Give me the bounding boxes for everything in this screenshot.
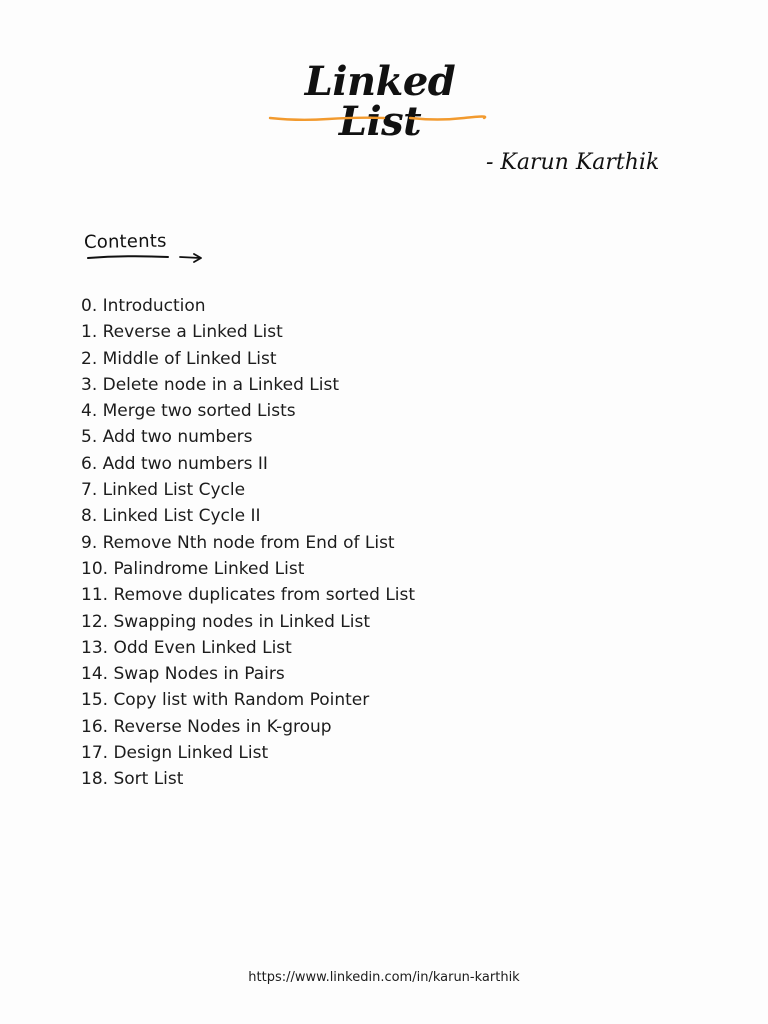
toc-item: 12. Swapping nodes in Linked List — [81, 611, 370, 632]
toc-item: 11. Remove duplicates from sorted List — [81, 585, 416, 606]
toc-item: 3. Delete node in a Linked List — [81, 374, 340, 395]
table-of-contents — [81, 293, 415, 793]
arrow-right-icon — [86, 250, 206, 264]
toc-item: 17. Design Linked List — [81, 743, 269, 764]
toc-item: 4. Merge two sorted Lists — [81, 401, 296, 422]
toc-item: 14. Swap Nodes in Pairs — [81, 664, 285, 685]
toc-item: 1. Reverse a Linked List — [81, 322, 283, 343]
toc-item: 9. Remove Nth node from End of List — [81, 532, 395, 553]
toc-item: 16. Reverse Nodes in K-group — [81, 716, 332, 737]
toc-item: 5. Add two numbers — [81, 427, 253, 448]
toc-item: 18. Sort List — [81, 769, 184, 790]
contents-heading: Contents — [83, 230, 167, 253]
toc-item: 15. Copy list with Random Pointer — [81, 690, 370, 711]
author-name: - Karun Karthik — [486, 150, 660, 175]
toc-item: 10. Palindrome Linked List — [81, 558, 305, 579]
linkedin-profile-link[interactable]: https://www.linkedin.com/in/karun-karthik — [248, 970, 520, 985]
page-title: Linked List — [304, 58, 456, 145]
toc-item: 13. Odd Even Linked List — [81, 637, 292, 658]
toc-item: 8. Linked List Cycle II — [81, 506, 261, 527]
toc-item: 2. Middle of Linked List — [81, 348, 277, 369]
title-underline — [268, 112, 488, 126]
toc-item: 0. Introduction — [81, 296, 206, 316]
toc-item: 7. Linked List Cycle — [81, 480, 246, 501]
toc-item: 6. Add two numbers II — [81, 453, 268, 474]
